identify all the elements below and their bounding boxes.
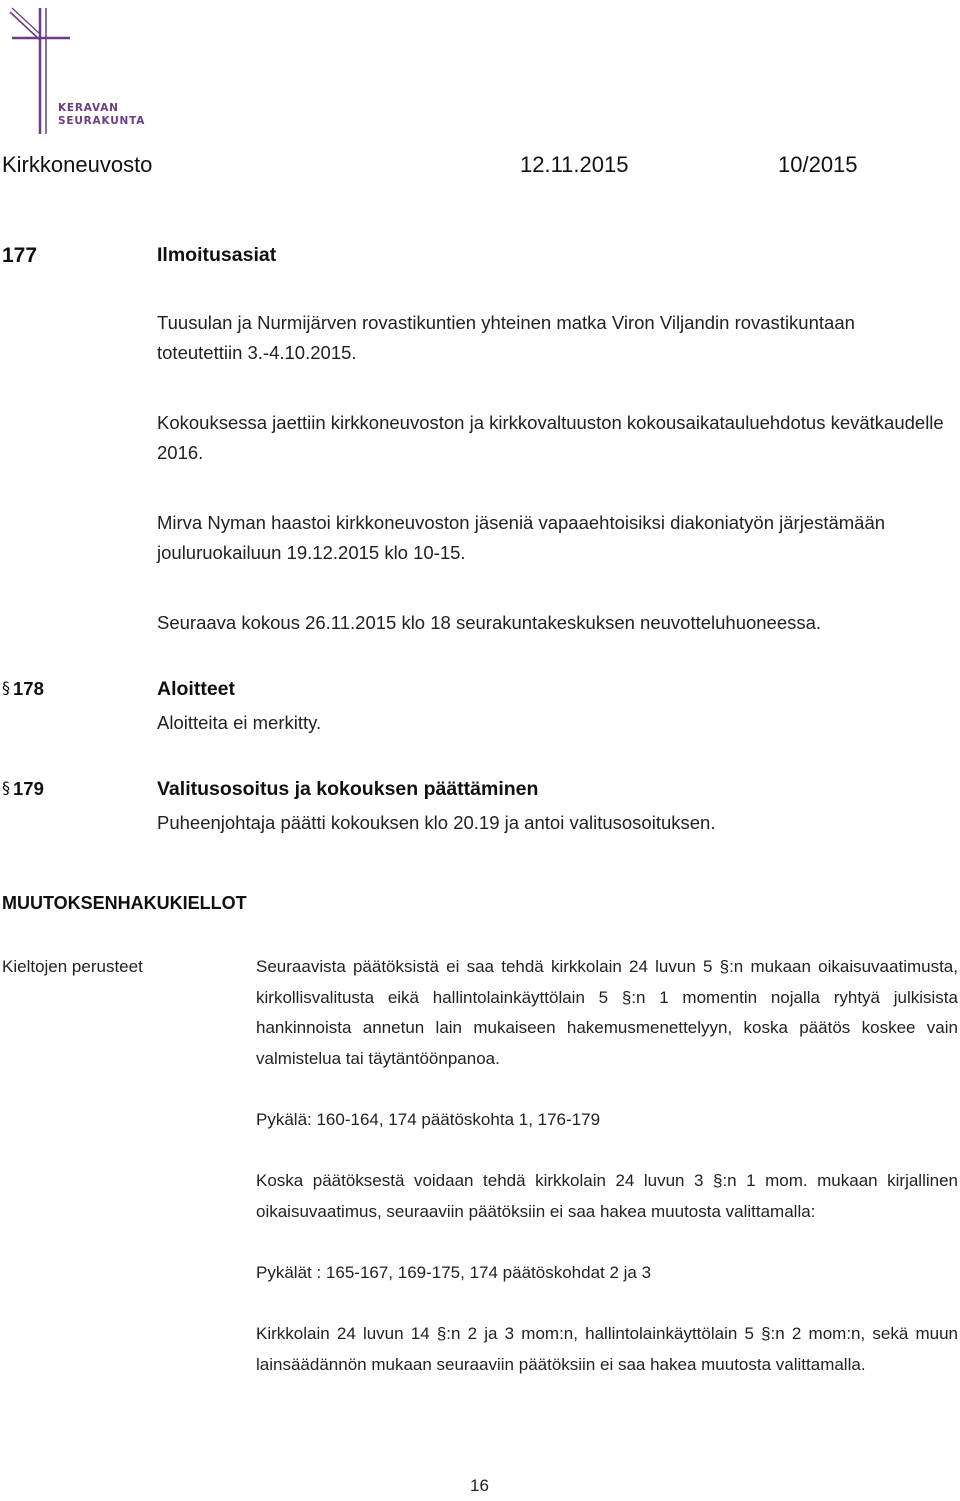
section-177-para-4: Seuraava kokous 26.11.2015 klo 18 seurakuntakeskuksen neuvotteluhuoneessa. xyxy=(157,612,822,633)
header-organ: Kirkkoneuvosto xyxy=(2,152,153,177)
section-178-text: Aloitteita ei merkitty. xyxy=(157,712,322,733)
section-178-title: Aloitteet xyxy=(157,678,235,700)
logo-line-1: KERAVAN xyxy=(58,102,119,114)
section-177-number: 177 xyxy=(2,244,38,267)
paragraph-sign: § xyxy=(2,778,10,797)
section-177-para-3: Mirva Nyman haastoi kirkkoneuvoston jäseniä vapaaehtoisiksi diakoniatyön järjestämään jouluruokailuun 19.12.2015 klo 10-15. xyxy=(157,512,886,563)
appeal-block-2: Koska päätöksestä voidaan tehdä kirkkolain 24 luvun 3 §:n 1 mom. mukaan kirjallinen oikaisuvaatimus, seuraaviin päätöksiin ei saa hakea muutosta valittamalla: xyxy=(256,1171,958,1221)
section-178-number xyxy=(2,678,44,700)
appeal-block-1: Seuraavista päätöksistä ei saa tehdä kirkkolain 24 luvun 5 §:n mukaan oikaisuvaatimusta, kirkollisvalitusta eikä hallintolainkäyttölain 5 §:n 1 momentin nojalla ryhtyä julkisista hankinnoista annetun lain mukaiseen hakemusmenettelyyn, koska päätös koskee vain valmistelua tai täytäntöönpanoa. xyxy=(256,957,958,1068)
section-177-para-1: Tuusulan ja Nurmijärven rovastikuntien yhteinen matka Viron Viljandin rovastikuntaan toteutettiin 3.-4.10.2015. xyxy=(157,312,855,363)
appeal-label: Kieltojen perusteet xyxy=(2,957,143,976)
section-177-para-2: Kokouksessa jaettiin kirkkoneuvoston ja kirkkovaltuuston kokousaikatauluehdotus kevätkaudelle 2016. xyxy=(157,412,944,463)
section-177-title: Ilmoitusasiat xyxy=(157,244,277,266)
appeal-heading: MUUTOKSENHAKUKIELLOT xyxy=(2,893,247,913)
paragraph-sign: § xyxy=(2,678,10,697)
section-179-number-text: 179 xyxy=(13,778,44,799)
section-179-text: Puheenjohtaja päätti kokouksen klo 20.19 ja antoi valitusosoituksen. xyxy=(157,812,716,833)
church-logo xyxy=(6,6,166,138)
appeal-block-3: Kirkkolain 24 luvun 14 §:n 2 ja 3 mom:n, hallintolainkäyttölain 5 §:n 2 mom:n, sekä muun lainsäädännön mukaan seuraaviin päätöksiin ei saa hakea muutosta valittamalla. xyxy=(256,1324,958,1374)
header-number: 10/2015 xyxy=(778,152,858,177)
page-number: 16 xyxy=(470,1476,489,1495)
appeal-block-1-sections: Pykälä: 160-164, 174 päätöskohta 1, 176-179 xyxy=(256,1110,601,1129)
section-179-title: Valitusosoitus ja kokouksen päättäminen xyxy=(157,778,539,800)
logo-line-2: SEURAKUNTA xyxy=(58,115,146,127)
section-179-number xyxy=(2,778,44,800)
appeal-block-2-sections: Pykälät : 165-167, 169-175, 174 päätöskohdat 2 ja 3 xyxy=(256,1263,652,1282)
section-178-number-text: 178 xyxy=(13,678,44,699)
header-date: 12.11.2015 xyxy=(520,152,629,177)
